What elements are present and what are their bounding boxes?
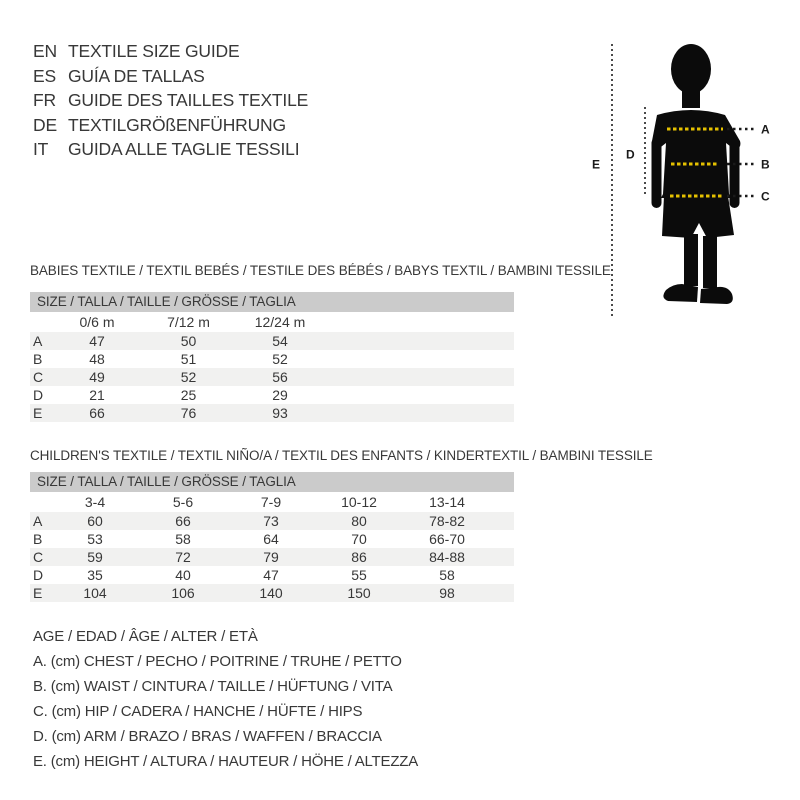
table-row-d [30, 566, 514, 584]
column-header: 12/24 m [254, 314, 306, 330]
table-cell: 84-88 [429, 549, 465, 565]
silhouette-arm-right [730, 138, 740, 208]
silhouette-leg-left [684, 234, 698, 286]
table-cell: 40 [175, 567, 191, 583]
legend-height-line: E. (cm) HEIGHT / ALTURA / HAUTEUR / HÖHE / ALTEZZA [33, 753, 419, 770]
table-cell: 78-82 [429, 513, 465, 529]
language-row-fr [33, 88, 308, 113]
table-cell: 29 [272, 387, 288, 403]
row-label: E [33, 405, 43, 421]
filler-cell [491, 584, 514, 602]
language-row-de [33, 113, 308, 138]
figure-label-c: C [761, 189, 770, 204]
measurement-figure [580, 30, 790, 325]
language-title: GUIDA ALLE TAGLIE TESSILI [68, 139, 300, 159]
language-code: DE [33, 114, 57, 135]
table-row-b [30, 350, 514, 368]
language-title: GUIDE DES TAILLES TEXTILE [68, 90, 309, 110]
table-cell: 47 [263, 567, 279, 583]
row-label: B [33, 531, 43, 547]
table-row-e [30, 404, 514, 422]
table-cell: 98 [439, 585, 455, 601]
table-cell: 48 [89, 351, 105, 367]
row-label: E [33, 585, 43, 601]
table-cell: 72 [175, 549, 191, 565]
silhouette-arm-left [652, 138, 662, 208]
figure-label-b: B [761, 157, 770, 172]
filler-cell [491, 492, 514, 512]
table-row-d [30, 386, 514, 404]
measurement-legend [33, 624, 418, 774]
language-title: TEXTILE SIZE GUIDE [68, 41, 240, 61]
language-code: ES [33, 65, 56, 86]
table-row-a [30, 512, 514, 530]
corner-cell [30, 312, 51, 332]
children-section-title: CHILDREN'S TEXTILE / TEXTIL NIÑO/A / TEXTIL DES ENFANTS / KINDERTEXTIL / BAMBINI TESSILE [30, 448, 653, 463]
table-cell: 47 [89, 333, 105, 349]
filler-cell [326, 386, 514, 404]
table-row-b [30, 530, 514, 548]
table-cell: 60 [87, 513, 103, 529]
row-label: D [33, 567, 44, 583]
row-label: B [33, 351, 43, 367]
filler-cell [491, 548, 514, 566]
column-header: 7/12 m [167, 314, 210, 330]
language-title-list [33, 39, 308, 162]
children-column-header-row [30, 492, 514, 512]
filler-cell [326, 368, 514, 386]
babies-table-header-bar: SIZE / TALLA / TAILLE / GRÖSSE / TAGLIA [30, 292, 514, 312]
silhouette-shoe-left [663, 284, 698, 302]
silhouette-shorts [662, 196, 734, 238]
table-cell: 93 [272, 405, 288, 421]
row-label: A [33, 333, 43, 349]
table-row-c [30, 368, 514, 386]
table-row-a [30, 332, 514, 350]
table-cell: 54 [272, 333, 288, 349]
filler-cell [326, 332, 514, 350]
silhouette-leg-right [703, 236, 717, 288]
legend-chest-line: A. (cm) CHEST / PECHO / POITRINE / TRUHE / PETTO [33, 653, 402, 670]
legend-hip-line: C. (cm) HIP / CADERA / HANCHE / HÜFTE / HIPS [33, 703, 363, 720]
table-cell: 56 [272, 369, 288, 385]
silhouette-shirt [652, 110, 741, 198]
language-row-es [33, 64, 308, 89]
language-code: IT [33, 139, 49, 159]
table-cell: 66-70 [429, 531, 465, 547]
table-row-e [30, 584, 514, 602]
legend-waist-line: B. (cm) WAIST / CINTURA / TAILLE / HÜFTUNG / VITA [33, 678, 393, 695]
children-table-header-bar: SIZE / TALLA / TAILLE / GRÖSSE / TAGLIA [30, 472, 514, 492]
table-cell: 49 [89, 369, 105, 385]
silhouette-shoe-right [700, 287, 733, 304]
table-cell: 59 [87, 549, 103, 565]
table-cell: 70 [351, 531, 367, 547]
column-header: 3-4 [84, 494, 106, 510]
filler-cell [326, 350, 514, 368]
table-cell: 21 [89, 387, 105, 403]
table-cell: 80 [351, 513, 367, 529]
language-code: FR [33, 90, 56, 110]
table-cell: 51 [180, 351, 197, 367]
figure-label-e: E [592, 157, 601, 172]
corner-cell [30, 492, 51, 512]
table-cell: 140 [259, 585, 283, 601]
table-cell: 66 [89, 405, 105, 421]
table-cell: 106 [171, 585, 195, 601]
table-cell: 52 [272, 351, 288, 367]
table-cell: 25 [180, 387, 197, 403]
column-header: 13-14 [429, 494, 465, 510]
figure-label-a: A [761, 122, 770, 137]
table-cell: 55 [351, 567, 367, 583]
children-size-table [30, 472, 514, 602]
filler-cell [491, 566, 514, 584]
column-header: 0/6 m [79, 314, 115, 330]
table-row-c [30, 548, 514, 566]
table-cell: 50 [180, 333, 197, 349]
table-cell: 86 [351, 549, 367, 565]
row-label: D [33, 387, 44, 403]
column-header: 5-6 [172, 494, 194, 510]
row-label: A [33, 513, 43, 529]
filler-cell [326, 404, 514, 422]
legend-age-line: AGE / EDAD / ÂGE / ALTER / ETÀ [33, 628, 258, 645]
column-header: 10-12 [341, 494, 377, 510]
table-cell: 79 [263, 549, 279, 565]
table-cell: 104 [83, 585, 107, 601]
filler-cell [491, 512, 514, 530]
language-row-en [33, 39, 308, 64]
language-code: EN [33, 41, 57, 61]
row-label: C [33, 369, 44, 385]
figure-label-d: D [626, 147, 635, 162]
table-cell: 58 [175, 531, 191, 547]
filler-cell [326, 312, 514, 332]
column-header: 7-9 [260, 494, 282, 510]
babies-size-table [30, 292, 514, 422]
child-silhouette-icon [652, 44, 741, 304]
table-cell: 64 [263, 531, 279, 547]
table-cell: 150 [347, 585, 371, 601]
table-cell: 35 [87, 567, 103, 583]
table-cell: 58 [439, 567, 455, 583]
table-cell: 73 [263, 513, 279, 529]
language-row-it [33, 137, 308, 162]
row-label: C [33, 549, 44, 565]
silhouette-neck [682, 86, 700, 108]
table-cell: 66 [175, 513, 191, 529]
table-cell: 52 [180, 369, 197, 385]
filler-cell [491, 530, 514, 548]
language-title: TEXTILGRÖßENFÜHRUNG [68, 114, 286, 135]
table-cell: 53 [87, 531, 103, 547]
table-cell: 76 [180, 405, 197, 421]
language-title: GUÍA DE TALLAS [68, 65, 205, 86]
babies-section-title: BABIES TEXTILE / TEXTIL BEBÉS / TESTILE DES BÉBÉS / BABYS TEXTIL / BAMBINI TESSILE [30, 263, 611, 278]
babies-column-header-row [30, 312, 514, 332]
legend-arm-line: D. (cm) ARM / BRAZO / BRAS / WAFFEN / BRACCIA [33, 728, 382, 745]
